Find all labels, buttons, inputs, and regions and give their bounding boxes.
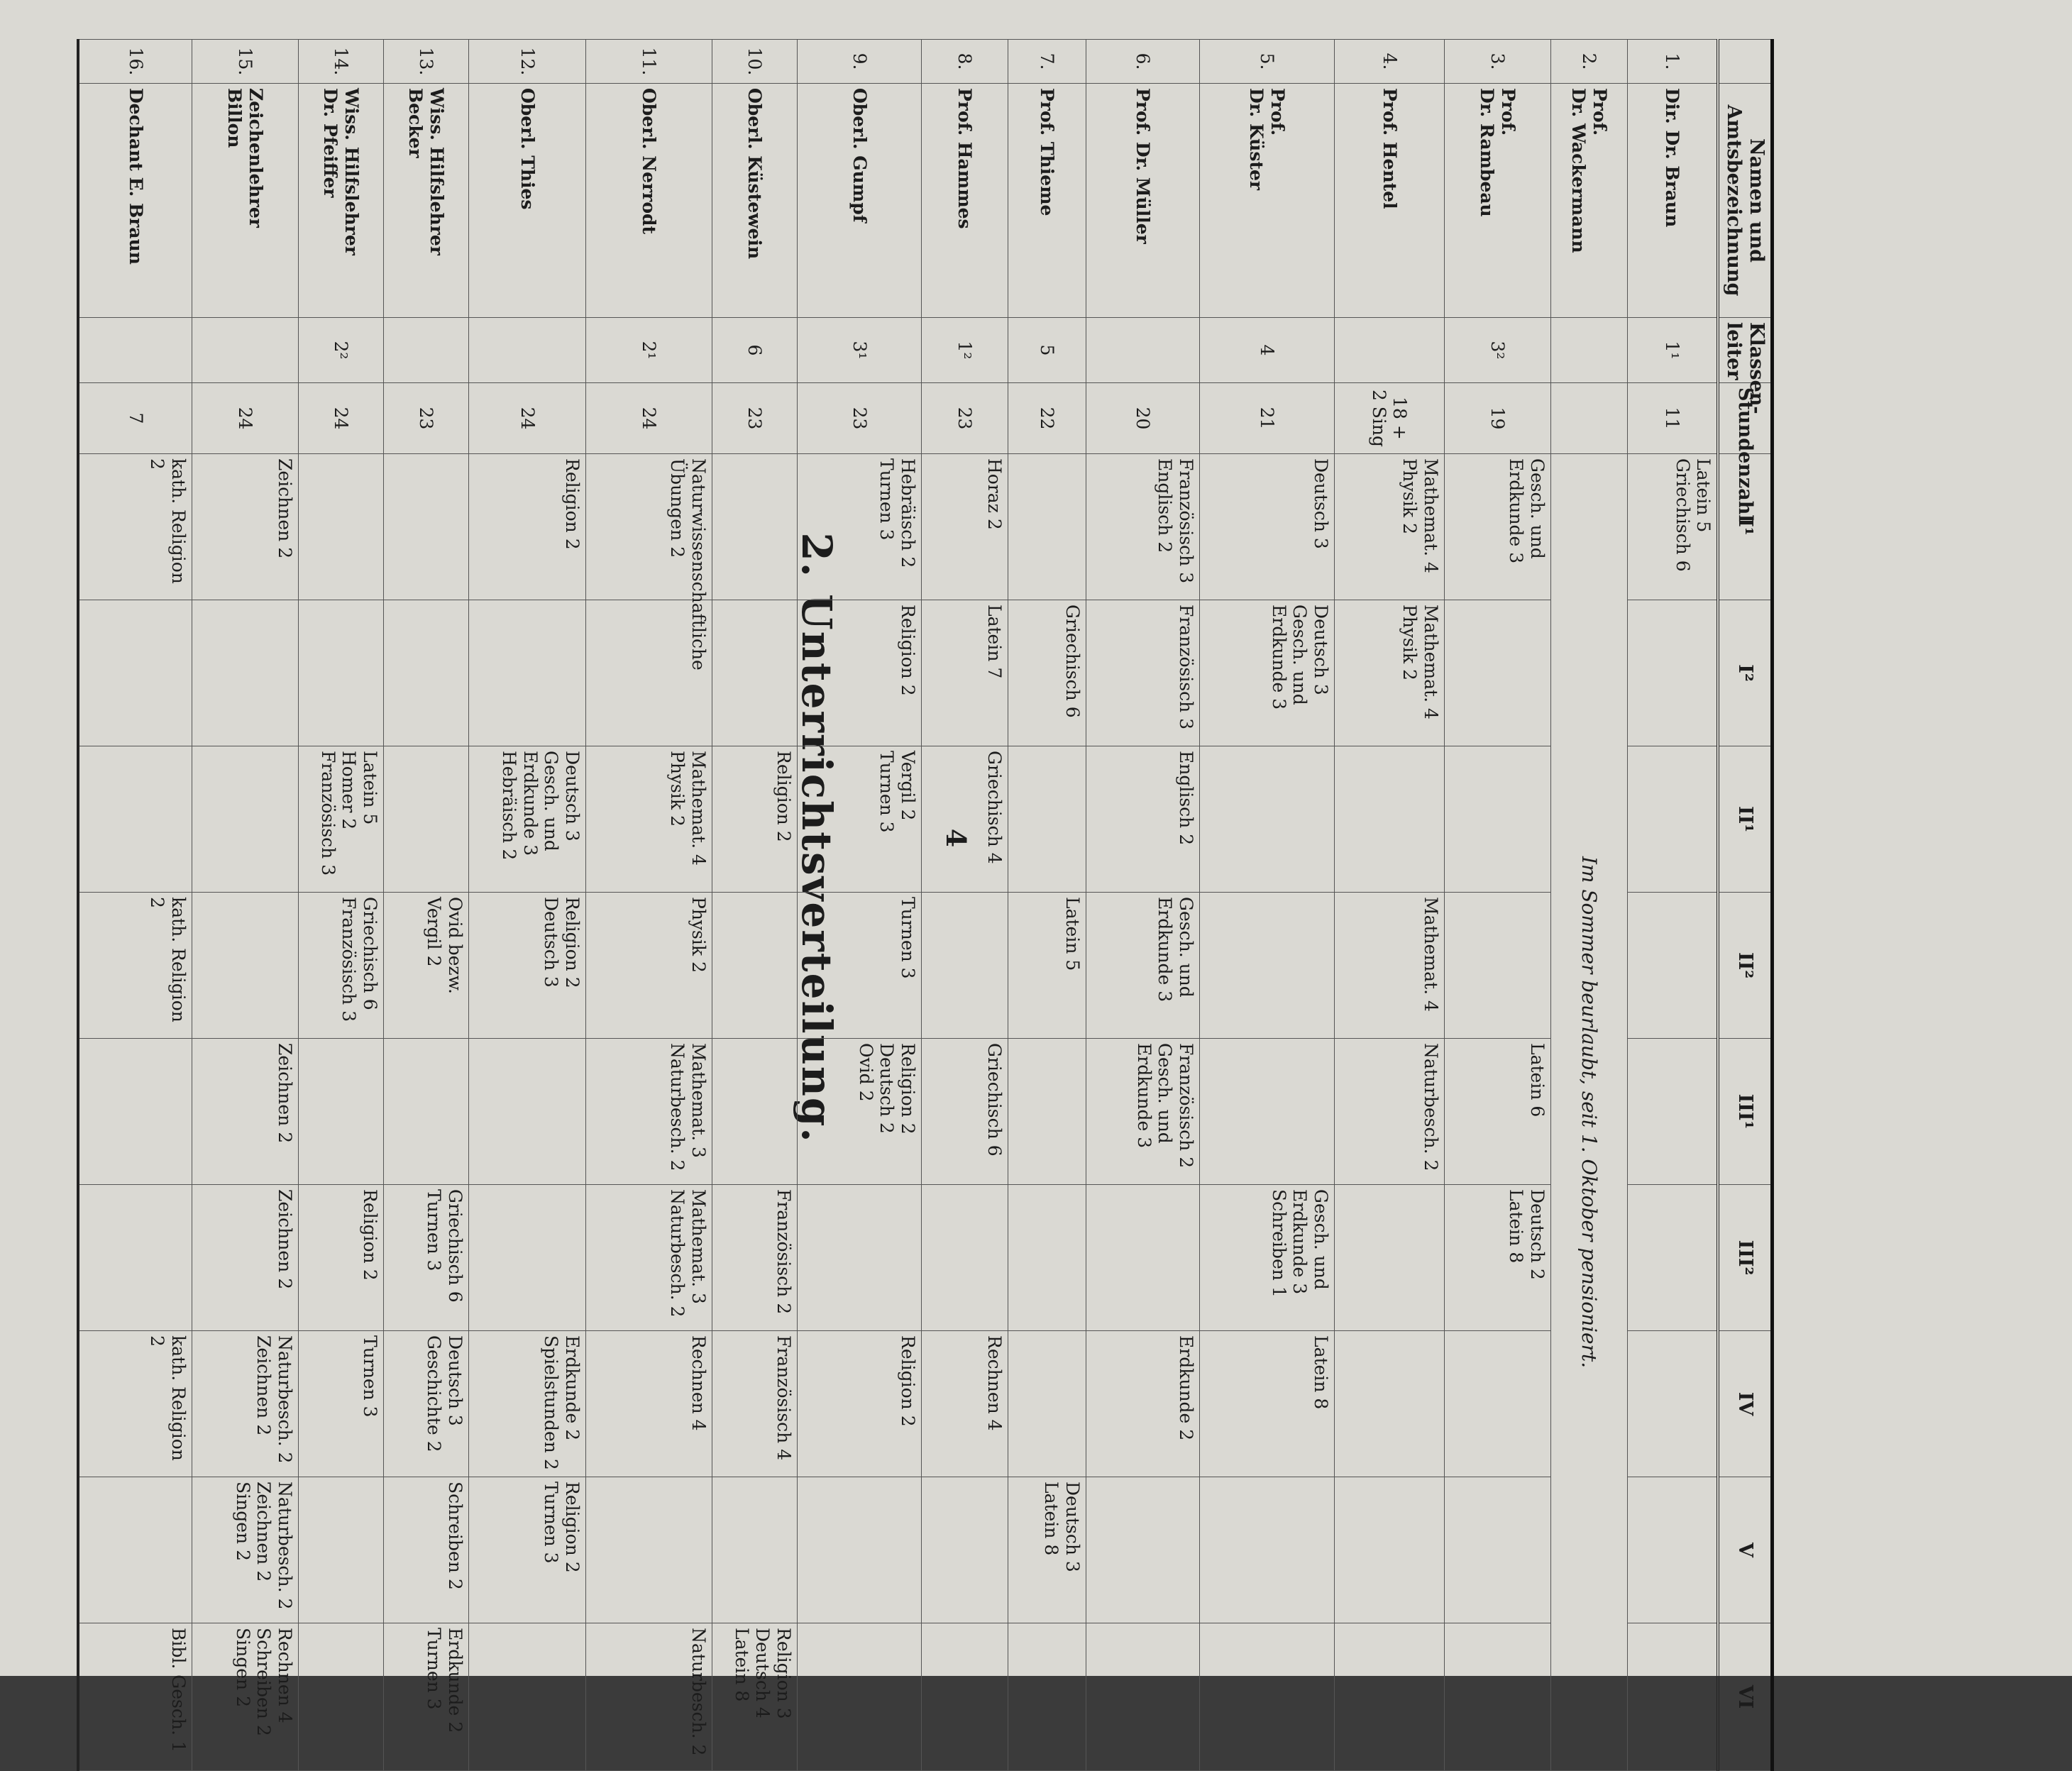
header-class-V: V xyxy=(1718,1477,1772,1623)
subject-cell: Religion 2 Deutsch 2 Ovid 2 xyxy=(797,1039,921,1185)
class-leader: 3² xyxy=(1444,318,1550,383)
subject-cell xyxy=(192,893,298,1039)
subject-cell xyxy=(1008,454,1086,600)
row-number: 14. xyxy=(298,40,383,84)
row-number: 16. xyxy=(78,40,192,84)
subject-cell: Griechisch 6 xyxy=(1008,600,1086,746)
subject-cell xyxy=(1008,1185,1086,1331)
header-class-II1: II¹ xyxy=(1718,746,1772,893)
teacher-name: Zeichenlehrer Billon xyxy=(192,84,298,318)
subject-cell: Vergil 2 Turnen 3 xyxy=(797,746,921,893)
weekly-hours: 11 xyxy=(1627,383,1718,454)
weekly-hours: 24 xyxy=(585,383,712,454)
subject-cell: Deutsch 3 Gesch. und Erdkunde 3 Hebräisch 2 xyxy=(468,746,585,893)
subject-cell xyxy=(1199,1623,1334,1771)
teacher-name: Prof. Dr. Rambeau xyxy=(1444,84,1550,318)
subject-cell: Rechnen 4 xyxy=(585,1331,712,1477)
class-leader: 4 xyxy=(1199,318,1334,383)
subject-cell: Naturbesch. 2 Zeichnen 2 Singen 2 xyxy=(192,1477,298,1623)
row-number: 8. xyxy=(921,40,1008,84)
teacher-name: Oberl. Gumpf xyxy=(797,84,921,318)
subject-cell xyxy=(1444,1477,1550,1623)
class-leader: 1² xyxy=(921,318,1008,383)
subject-cell: Physik 2 xyxy=(585,893,712,1039)
subject-cell: Schreiben 2 xyxy=(383,1477,468,1623)
subject-cell xyxy=(1008,746,1086,893)
subject-cell xyxy=(797,1477,921,1623)
table-body xyxy=(78,40,1718,1771)
class-leader: 2¹ xyxy=(585,318,712,383)
subject-cell: Gesch. und Erdkunde 3 Schreiben 1 xyxy=(1199,1185,1334,1331)
weekly-hours xyxy=(1550,383,1627,454)
subject-cell xyxy=(712,893,797,1039)
header-leader: Klassen-leiter xyxy=(1718,318,1772,383)
table-row xyxy=(921,40,1008,1771)
subject-cell: Rechnen 4 Schreiben 2 Singen 2 xyxy=(192,1623,298,1771)
table-row xyxy=(78,40,192,1771)
subject-cell: Naturbesch. 2 Zeichnen 2 xyxy=(192,1331,298,1477)
subject-cell: Latein 5 Griechisch 6 xyxy=(1627,454,1718,600)
table-row xyxy=(298,40,383,1771)
subject-cell xyxy=(1086,1477,1199,1623)
subject-cell xyxy=(468,1039,585,1185)
weekly-hours: 21 xyxy=(1199,383,1334,454)
teacher-name: Prof. Dr. Wackermann xyxy=(1550,84,1627,318)
subject-cell: Griechisch 6 xyxy=(921,1039,1008,1185)
subject-cell: Religion 2 xyxy=(797,1331,921,1477)
row-number: 1. xyxy=(1627,40,1718,84)
header-class-VI: VI xyxy=(1718,1623,1772,1771)
subject-cell xyxy=(712,1477,797,1623)
subject-cell xyxy=(1444,1331,1550,1477)
subject-cell xyxy=(1199,1477,1334,1623)
subject-cell: Mathemat. 4 Physik 2 xyxy=(1334,454,1444,600)
subject-cell xyxy=(921,1185,1008,1331)
subject-cell xyxy=(78,746,192,893)
teacher-name: Prof. Hammes xyxy=(921,84,1008,318)
class-leader: 5 xyxy=(1008,318,1086,383)
weekly-hours: 22 xyxy=(1008,383,1086,454)
table-row xyxy=(1086,40,1199,1771)
subject-cell: Religion 2 Turnen 3 xyxy=(468,1477,585,1623)
subject-cell: Erdkunde 2 Turnen 3 xyxy=(383,1623,468,1771)
subject-cell xyxy=(1199,1039,1334,1185)
subject-cell xyxy=(712,600,797,746)
table-row xyxy=(712,40,797,1771)
subject-cell xyxy=(298,454,383,600)
weekly-hours: 7 xyxy=(78,383,192,454)
teacher-name: Oberl. Nerrodt xyxy=(585,84,712,318)
subject-cell: Zeichnen 2 xyxy=(192,1039,298,1185)
subject-cell: Französisch 2 Gesch. und Erdkunde 3 xyxy=(1086,1039,1199,1185)
subject-cell xyxy=(1627,1331,1718,1477)
subject-cell: Deutsch 3 Latein 8 xyxy=(1008,1477,1086,1623)
class-leader xyxy=(1334,318,1444,383)
subject-cell: Deutsch 3 Geschichte 2 xyxy=(383,1331,468,1477)
subject-cell xyxy=(298,1039,383,1185)
subject-cell xyxy=(921,1623,1008,1771)
table-row xyxy=(1550,40,1627,1771)
row-number: 3. xyxy=(1444,40,1550,84)
subject-cell: Deutsch 2 Latein 8 xyxy=(1444,1185,1550,1331)
subject-cell xyxy=(78,1477,192,1623)
class-leader: 2² xyxy=(298,318,383,383)
header-class-I1: I¹ xyxy=(1718,454,1772,600)
subject-cell: Deutsch 3 xyxy=(1199,454,1334,600)
header-name: Namen und Amtsbezeichnung xyxy=(1718,84,1772,318)
subject-cell xyxy=(921,893,1008,1039)
teacher-name: Prof. Dr. Müller xyxy=(1086,84,1199,318)
teacher-name: Prof. Thieme xyxy=(1008,84,1086,318)
subject-cell xyxy=(1008,1039,1086,1185)
subject-cell xyxy=(797,1185,921,1331)
table-row xyxy=(1199,40,1334,1771)
subject-cell: Griechisch 6 Turnen 3 xyxy=(383,1185,468,1331)
subject-cell xyxy=(78,1185,192,1331)
subject-cell: Französisch 2 xyxy=(712,1185,797,1331)
subject-cell xyxy=(712,1039,797,1185)
subject-cell xyxy=(1199,893,1334,1039)
subject-cell xyxy=(921,1477,1008,1623)
subject-cell: Erdkunde 2 xyxy=(1086,1331,1199,1477)
subject-cell xyxy=(1086,1623,1199,1771)
header-class-III2: III² xyxy=(1718,1185,1772,1331)
subject-cell: Mathemat. 3 Naturbesch. 2 xyxy=(585,1185,712,1331)
subject-cell: Mathemat. 4 Physik 2 xyxy=(1334,600,1444,746)
subject-cell xyxy=(383,1039,468,1185)
row-number: 7. xyxy=(1008,40,1086,84)
subject-cell: Religion 2 xyxy=(797,600,921,746)
header-hours: Stundenzahl xyxy=(1718,383,1772,454)
subject-cell: Deutsch 3 Gesch. und Erdkunde 3 xyxy=(1199,600,1334,746)
subject-cell: Bibl. Gesch. 1 xyxy=(78,1623,192,1771)
subject-cell: Naturbesch. 2 xyxy=(1334,1039,1444,1185)
subject-cell xyxy=(1008,1623,1086,1771)
weekly-hours: 23 xyxy=(797,383,921,454)
subject-cell xyxy=(1334,1477,1444,1623)
subject-cell: Ovid bezw. Vergil 2 xyxy=(383,893,468,1039)
subject-cell: Französisch 4 xyxy=(712,1331,797,1477)
subject-cell: Religion 2 xyxy=(468,454,585,600)
weekly-hours: 23 xyxy=(712,383,797,454)
subject-cell: Hebräisch 2 Turnen 3 xyxy=(797,454,921,600)
teacher-name: Dechant E. Braun xyxy=(78,84,192,318)
row-number: 10. xyxy=(712,40,797,84)
subject-cell xyxy=(1627,1039,1718,1185)
subject-cell: Religion 2 xyxy=(298,1185,383,1331)
subject-cell: Zeichnen 2 xyxy=(192,454,298,600)
teacher-name: Oberl. Thies xyxy=(468,84,585,318)
weekly-hours: 18 + 2 Sing xyxy=(1334,383,1444,454)
subject-cell: Latein 5 Homer 2 Französisch 3 xyxy=(298,746,383,893)
subject-cell xyxy=(468,1185,585,1331)
subject-cell xyxy=(712,454,797,600)
subject-cell: Latein 5 xyxy=(1008,893,1086,1039)
subject-cell xyxy=(1199,746,1334,893)
subject-cell: Naturwissenschaftliche Übungen 2 xyxy=(585,454,712,600)
subject-cell: kath. Religion 2 xyxy=(78,454,192,600)
weekly-hours: 24 xyxy=(192,383,298,454)
subject-cell: Französisch 3 xyxy=(1086,600,1199,746)
table-row xyxy=(468,40,585,1771)
subject-cell xyxy=(1444,893,1550,1039)
subject-cell: Naturbesch. 2 xyxy=(585,1623,712,1771)
row-number: 4. xyxy=(1334,40,1444,84)
class-leader xyxy=(192,318,298,383)
subject-cell xyxy=(192,746,298,893)
subject-cell: Erdkunde 2 Spielstunden 2 xyxy=(468,1331,585,1477)
class-leader: 1¹ xyxy=(1627,318,1718,383)
subject-cell xyxy=(1444,600,1550,746)
table-row xyxy=(1627,40,1718,1771)
row-number: 12. xyxy=(468,40,585,84)
subject-cell: Turnen 3 xyxy=(298,1331,383,1477)
subject-cell: Gesch. und Erdkunde 3 xyxy=(1086,893,1199,1039)
class-leader xyxy=(383,318,468,383)
header-class-III1: III¹ xyxy=(1718,1039,1772,1185)
subject-cell: Mathemat. 3 Naturbesch. 2 xyxy=(585,1039,712,1185)
subject-cell: kath. Religion 2 xyxy=(78,893,192,1039)
row-number: 6. xyxy=(1086,40,1199,84)
weekly-hours: 20 xyxy=(1086,383,1199,454)
subject-cell xyxy=(1334,1331,1444,1477)
subject-cell: Mathemat. 4 xyxy=(1334,893,1444,1039)
subject-cell xyxy=(1334,1185,1444,1331)
subject-cell xyxy=(468,600,585,746)
subject-cell: Latein 8 xyxy=(1199,1331,1334,1477)
subject-cell: Latein 7 xyxy=(921,600,1008,746)
subject-cell xyxy=(1008,1331,1086,1477)
row-number: 9. xyxy=(797,40,921,84)
subject-cell xyxy=(1444,1623,1550,1771)
subject-cell: kath. Religion 2 xyxy=(78,1331,192,1477)
teacher-name: Prof. Hentel xyxy=(1334,84,1444,318)
subject-cell xyxy=(585,1477,712,1623)
subject-cell: Griechisch 4 xyxy=(921,746,1008,893)
subject-cell xyxy=(1627,600,1718,746)
class-leader xyxy=(468,318,585,383)
table-row xyxy=(585,40,712,1771)
subject-cell xyxy=(1627,893,1718,1039)
subject-cell xyxy=(1334,1623,1444,1771)
subject-cell: Griechisch 6 Französisch 3 xyxy=(298,893,383,1039)
teacher-name: Wiss. Hilfslehrer Dr. Pfeiffer xyxy=(298,84,383,318)
subject-cell: Englisch 2 xyxy=(1086,746,1199,893)
subject-cell: Gesch. und Erdkunde 3 xyxy=(1444,454,1550,600)
subject-cell xyxy=(797,1623,921,1771)
table-row xyxy=(1334,40,1444,1771)
subject-cell: Turnen 3 xyxy=(797,893,921,1039)
subject-cell xyxy=(1627,746,1718,893)
subject-cell xyxy=(298,600,383,746)
subject-cell xyxy=(1334,746,1444,893)
remark-cell: Im Sommer beurlaubt, seit 1. Oktober pensioniert. xyxy=(1550,454,1627,1771)
row-number: 5. xyxy=(1199,40,1334,84)
weekly-hours: 23 xyxy=(383,383,468,454)
weekly-hours: 23 xyxy=(921,383,1008,454)
subject-cell: Latein 6 xyxy=(1444,1039,1550,1185)
class-leader: 3¹ xyxy=(797,318,921,383)
page-number: 4 xyxy=(940,828,972,848)
teacher-name: Prof. Dr. Küster xyxy=(1199,84,1334,318)
header-class-I2: I² xyxy=(1718,600,1772,746)
page-title: 2. Unterrichtsverteilung. xyxy=(793,532,841,1144)
header-class-IV: IV xyxy=(1718,1331,1772,1477)
header-class-II2: II² xyxy=(1718,893,1772,1039)
weekly-hours: 19 xyxy=(1444,383,1550,454)
teaching-assignment-table xyxy=(77,39,1774,1771)
header-no xyxy=(1718,40,1772,84)
table-row xyxy=(1444,40,1550,1771)
class-leader: 6 xyxy=(712,318,797,383)
class-leader xyxy=(1086,318,1199,383)
class-leader xyxy=(78,318,192,383)
subject-cell: Zeichnen 2 xyxy=(192,1185,298,1331)
subject-cell: Mathemat. 4 Physik 2 xyxy=(585,746,712,893)
teacher-name: Oberl. Küstewein xyxy=(712,84,797,318)
subject-cell xyxy=(383,454,468,600)
subject-cell xyxy=(383,600,468,746)
subject-cell xyxy=(1086,1185,1199,1331)
subject-cell xyxy=(1627,1623,1718,1771)
table-row xyxy=(383,40,468,1771)
row-number: 11. xyxy=(585,40,712,84)
subject-cell: Religion 2 xyxy=(712,746,797,893)
row-number: 2. xyxy=(1550,40,1627,84)
subject-cell: Religion 2 Deutsch 3 xyxy=(468,893,585,1039)
weekly-hours: 24 xyxy=(468,383,585,454)
table-row xyxy=(192,40,298,1771)
weekly-hours: 24 xyxy=(298,383,383,454)
table-row xyxy=(797,40,921,1771)
table-row xyxy=(1008,40,1086,1771)
header-row xyxy=(1718,40,1772,1771)
subject-cell xyxy=(78,1039,192,1185)
subject-cell xyxy=(468,1623,585,1771)
subject-cell: Religion 3 Deutsch 4 Latein 8 xyxy=(712,1623,797,1771)
class-leader xyxy=(1550,318,1627,383)
subject-cell xyxy=(298,1623,383,1771)
subject-cell xyxy=(1627,1477,1718,1623)
row-number: 15. xyxy=(192,40,298,84)
subject-cell: Rechnen 4 xyxy=(921,1331,1008,1477)
teacher-name: Dir. Dr. Braun xyxy=(1627,84,1718,318)
subject-cell xyxy=(78,600,192,746)
subject-cell: Französisch 3 Englisch 2 xyxy=(1086,454,1199,600)
teacher-name: Wiss. Hilfslehrer Becker xyxy=(383,84,468,318)
row-number: 13. xyxy=(383,40,468,84)
subject-cell xyxy=(1444,746,1550,893)
subject-cell: Horaz 2 xyxy=(921,454,1008,600)
subject-cell xyxy=(192,600,298,746)
subject-cell xyxy=(1627,1185,1718,1331)
subject-cell xyxy=(298,1477,383,1623)
subject-cell xyxy=(383,746,468,893)
